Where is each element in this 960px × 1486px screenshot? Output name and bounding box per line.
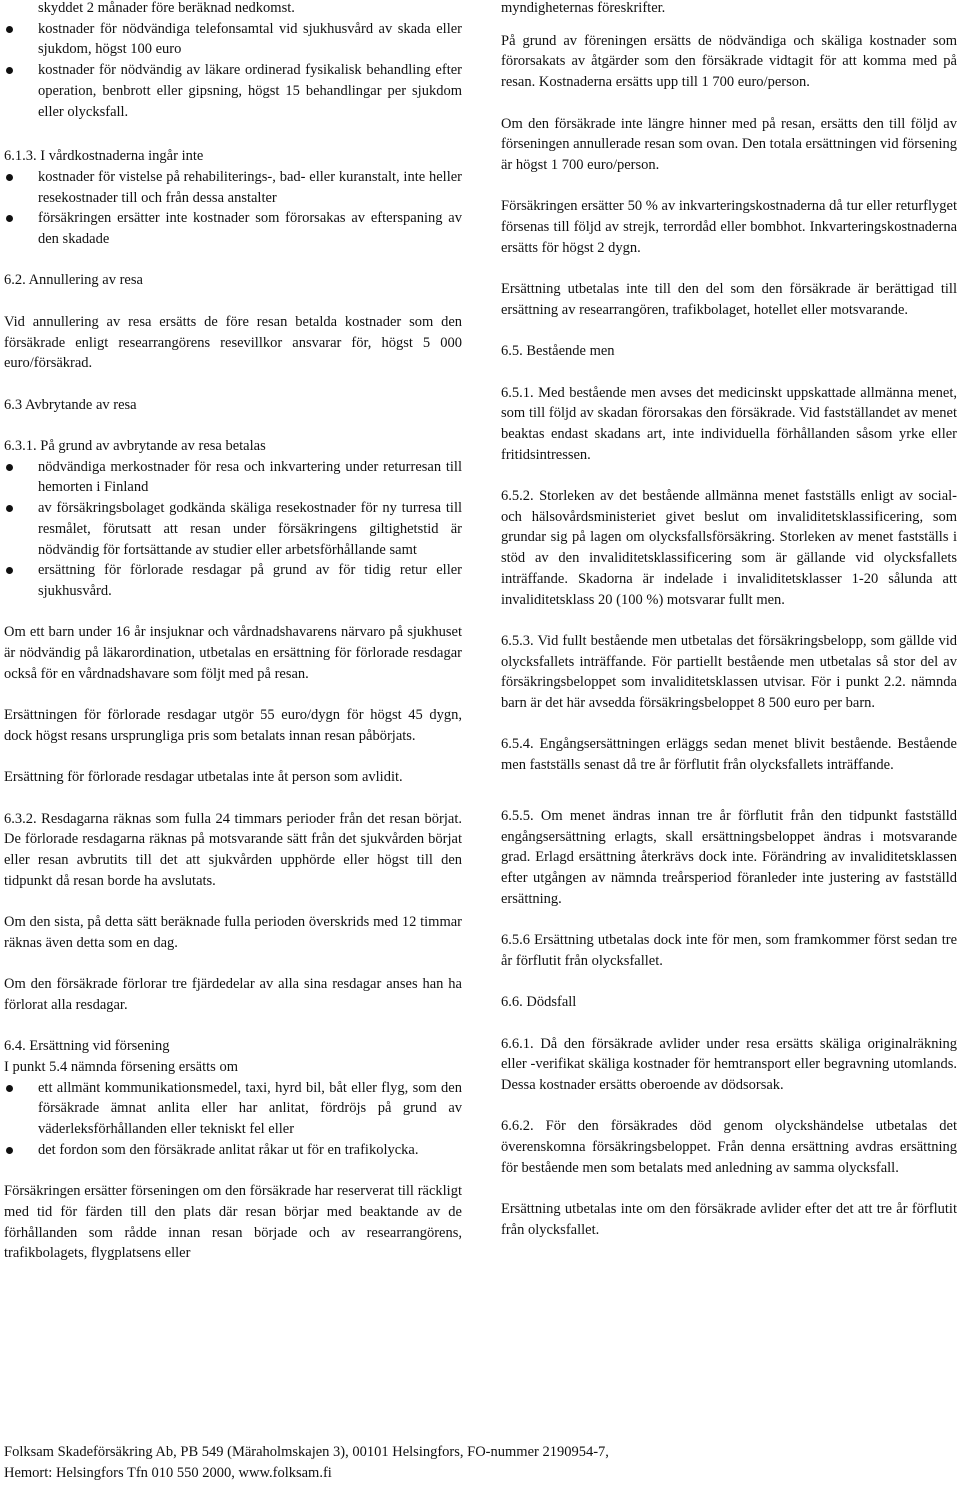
list-item: kostnader för vistelse på rehabiliterings-, bad- eller kuranstalt, inte heller resekostnader till och från dessa anstalter [4,167,462,208]
paragraph-6-5-4: 6.5.4. Engångsersättningen erläggs sedan menet blivit bestående. Bestående men fastställs senast då tre år förflutit från olycksfallets inträffande. [501,736,957,774]
paragraph-6-3-2: 6.3.2. Resdagarna räknas som fulla 24 timmars perioder från det resan börjat. De förlorade resdagarna räknas på motsvarande sätt från det sjukvården börjat eller resan avbrutits till det att sjukvården upphörde eller högst till den tidpunkt då resan borde ha avslutats. [4,810,462,889]
paragraph-6-5-6: 6.5.6 Ersättning utbetalas dock inte för men, som framkommer först sedan tre år förflutit från olycksfallet. [501,932,957,969]
bullet-list-6-4 [4,1078,462,1161]
bullet-list-6-1-3 [4,167,462,250]
section-heading-6-5: 6.5. Bestående men [501,343,615,360]
paragraph-delay: Försäkringen ersätter förseningen om den försäkrade har reserverat till räckligt med tid för färden till den plats där resan börjar med beaktande av de förhållanden som rådde innan resan började och av researrangörens, trafikbolagets, flygplatsens eller [4,1183,462,1262]
left-column [4,0,462,1285]
bullet-list-outpatient [4,0,462,122]
section-heading-6-3: 6.3 Avbrytande av resa [4,396,137,413]
paragraph-6-5-5: 6.5.5. Om menet ändras innan tre år förflutit från den tidpunkt fastställd engångsersättning erlagts, skall ersättningsbeloppet ändras i motsvarande grad. Erlagd ersättning återkrävs dock inte. Förändring av invaliditetsklassen efter utgången av nämnda treårsperiod föranleder inte justering av fastställd ersättning. [501,807,957,907]
paragraph-child: Om ett barn under 16 år insjuknar och vårdnadshavarens närvaro på sjukhuset är nödvändig på läkarordination, utbetalas en ersättning för förlorade resdagar också för en vårdnadshavare som följt med på resan. [4,624,462,682]
paragraph-compensation: Ersättningen för förlorade resdagar utgör 55 euro/dygn för högst 45 dygn, dock högst resans ursprungliga pris som betalats innan resan påbörjats. [4,707,462,744]
section-heading-6-2: 6.2. Annullering av resa [4,272,143,289]
footer-line-company: Folksam Skadeförsäkring Ab, PB 549 (Märaholmskajen 3), 00101 Helsingfors, FO-nummer 2190954-7, [4,1444,609,1460]
list-item: ett allmänt kommunikationsmedel, taxi, hyrd bil, båt eller flyg, som den försäkrade ämnat anlita eller har anlitat, fördröjs på grund av väderleksförhållanden eller tekniskt fel eller [4,1078,462,1140]
list-item: ersättning för förlorade resdagar på grund av för tidig retur eller sjukhusvård. [4,560,462,601]
paragraph-entitled: Ersättning utbetalas inte till den del som den försäkrade är berättigad till ersättning av researrangören, trafikbolaget, hotellet eller motsvarande. [501,281,957,318]
paragraph-lodging: Försäkringen ersätter 50 % av inkvarteringskostnaderna då tur eller returflyget försenas till följd av strejk, terrordåd eller bombhot. Inkvarteringskostnaderna ersätts för högst 2 dygn. [501,198,957,256]
section-heading-6-3-1: 6.3.1. På grund av avbrytande av resa betalas [4,438,266,454]
section-subheading-6-4: I punkt 5.4 nämnda försening ersätts om [4,1058,238,1075]
section-heading-6-6: 6.6. Dödsfall [501,994,577,1011]
paragraph-late: Om den försäkrade inte längre hinner med på resan, ersätts den till följd av förseningen annullerade resan som ovan. Den totala ersättningen vid försening är högst 1 700 euro/person. [501,115,957,173]
footer-line-contact: Hemort: Helsingfors Tfn 010 550 2000, www.folksam.fi [4,1464,332,1481]
paragraph-deceased: Ersättning för förlorade resdagar utbetalas inte åt person som avlidit. [4,769,403,786]
paragraph-6-6-1: 6.6.1. Då den försäkrade avlider under resa ersätts skäliga originalräkning eller -verifikat skäliga kostnader för hemtransport eller begravning utomlands. Dessa kostnader ersätts oberoende av dödsorsak. [501,1035,957,1093]
paragraph-6-5-2: 6.5.2. Storleken av det bestående allmänna menet fastställs enligt av social- och hälsovårdsministeriet givet beslut om invaliditetsklassificering, som grundar sig på lagen om olycksfallsförsäkring. Storleken av menet fastställs i stöd av den invaliditetsklassificering som är gällande vid olycksfallets inträffande. Skadorna är indelade i invaliditetsklasser 1-20 sålunda att invaliditetsklass 20 (100 %) motsvarar fullt men. [501,488,957,608]
list-item: kostnader för nödvändig av läkare ordinerad fysikalisk behandling efter operation, benbrott eller gipsning, högst 15 behandlingar per sjukdom eller olycksfall. [4,60,462,122]
paragraph-6-5-1: 6.5.1. Med bestående men avses det medicinskt uppskattade allmänna menet, som till följd av skadan förorsakas den försäkrade. Vid fastställandet av menet beaktas endast skadans art, inte individuella förhållanden såsom yrke eller fritidsintressen. [501,384,957,463]
paragraph-association: På grund av föreningen ersätts de nödvändiga och skäliga kostnader som förorsakats av åtgärder som den försäkrade vidtagit för att komma med på resan. Kostnaderna ersätts upp till 1 700 euro/person. [501,32,957,91]
section-heading-6-1-3: 6.1.3. I vårdkostnaderna ingår inte [4,148,204,165]
bullet-list-6-3-1 [4,457,462,602]
list-item: skyddet 2 månader före beräknad nedkomst. [38,0,295,16]
list-item: det fordon som den försäkrade anlitat råkar ut för en trafikolycka. [4,1140,462,1161]
list-item: försäkringen ersätter inte kostnader som förorsakas av efterspaning av den skadade [4,208,462,249]
list-item: nödvändiga merkostnader för resa och inkvartering under returresan till hemorten i Finland [4,457,462,498]
paragraph-continued: myndigheternas föreskrifter. [501,0,666,16]
right-column [501,0,957,1261]
paragraph-6-6-2: 6.6.2. För den försäkrades död genom olyckshändelse utbetalas det överenskomna försäkringsbeloppet. Från denna ersättning avdras ersättning för bestående men som betalats med anledning av samma olycksfall. [501,1118,957,1176]
paragraph-12-hours: Om den sista, på detta sätt beräknade fulla perioden överskrids med 12 timmar räknas även detta som en dag. [4,914,462,951]
paragraph-annullering: Vid annullering av resa ersätts de före resan betalda kostnader som den försäkrade enligt researrangörens resevillkor ansvarar för, högst 5 000 euro/försäkrad. [4,313,462,372]
paragraph-6-5-3: 6.5.3. Vid fullt bestående men utbetalas det försäkringsbelopp, som gällde vid olycksfallets inträffande. För partiellt bestående men utbetalas så stor del av försäkringsbeloppet som invaliditetsklassen utvisar. För i punkt 2.2. nämnda barn är det här avsedda försäkringsbeloppet 8 500 euro per barn. [501,632,957,712]
paragraph-last: Ersättning utbetalas inte om den försäkrade avlider efter det att tre år förflutit från olycksfallet. [501,1201,957,1238]
page-footer [4,1442,944,1483]
section-heading-6-4: 6.4. Ersättning vid försening [4,1038,170,1055]
paragraph-three-quarters: Om den försäkrade förlorar tre fjärdedelar av alla sina resdagar anses han ha förlorat alla resdagar. [4,976,462,1013]
list-item: av försäkringsbolaget godkända skäliga resekostnader för ny turresa till resmålet, förutsatt att resan under försäkringens giltighetstid är nödvändig för fortsättande av studier eller arbetsförhållande samt [4,498,462,560]
list-item: kostnader för nödvändiga telefonsamtal vid sjukhusvård av skada eller sjukdom, högst 100 euro [4,19,462,60]
